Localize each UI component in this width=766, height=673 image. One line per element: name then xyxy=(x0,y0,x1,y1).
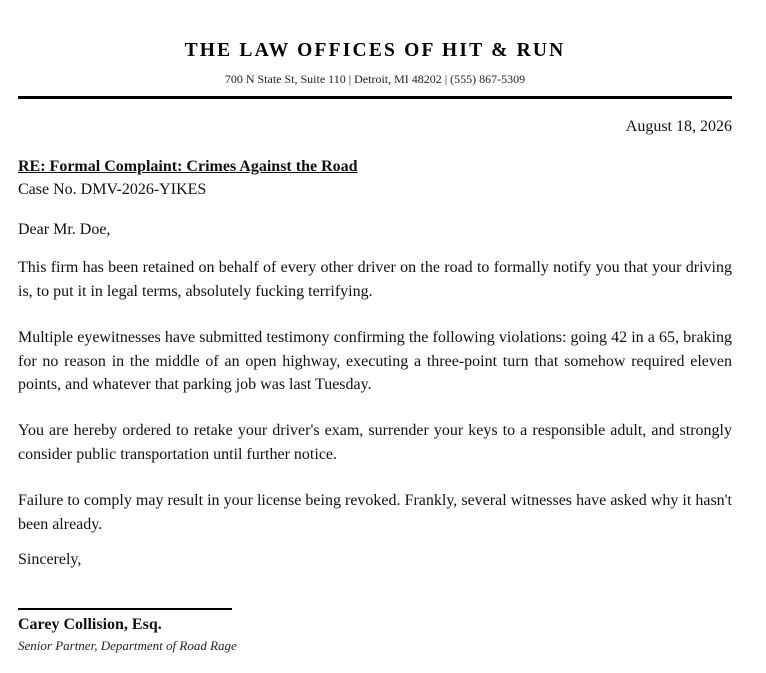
letter-page xyxy=(18,0,732,673)
body-paragraph: This firm has been retained on behalf of every other driver on the road to formally notify you that your driving is, to put it in legal terms, absolutely fucking terrifying. xyxy=(18,259,732,300)
header-divider xyxy=(18,96,732,99)
firm-name: THE LAW OFFICES OF HIT & RUN xyxy=(184,40,566,61)
closing: Sincerely, xyxy=(18,551,82,568)
salutation: Dear Mr. Doe, xyxy=(18,221,111,238)
firm-address: 700 N State St, Suite 110 | Detroit, MI 48202 | (555) 867-5309 xyxy=(224,72,526,86)
signature-line xyxy=(18,608,232,610)
case-number: Case No. DMV-2026-YIKES xyxy=(18,181,207,198)
body-paragraph: Failure to comply may result in your license being revoked. Frankly, several witnesses have asked why it hasn't been already. xyxy=(18,492,732,533)
body-paragraph: You are hereby ordered to retake your driver's exam, surrender your keys to a responsible adult, and strongly consider public transportation until further notice. xyxy=(18,422,732,463)
signer-title: Senior Partner, Department of Road Rage xyxy=(18,638,237,653)
subject-line: RE: Formal Complaint: Crimes Against the Road xyxy=(18,158,358,175)
letter-date: August 18, 2026 xyxy=(625,118,732,135)
body-paragraph: Multiple eyewitnesses have submitted testimony confirming the following violations: going 42 in a 65, braking for no reason in the middle of an open highway, executing a three-point turn that somehow required eleven points, and whatever that parking job was last Tuesday. xyxy=(18,329,732,393)
signer-name: Carey Collision, Esq. xyxy=(18,616,162,633)
